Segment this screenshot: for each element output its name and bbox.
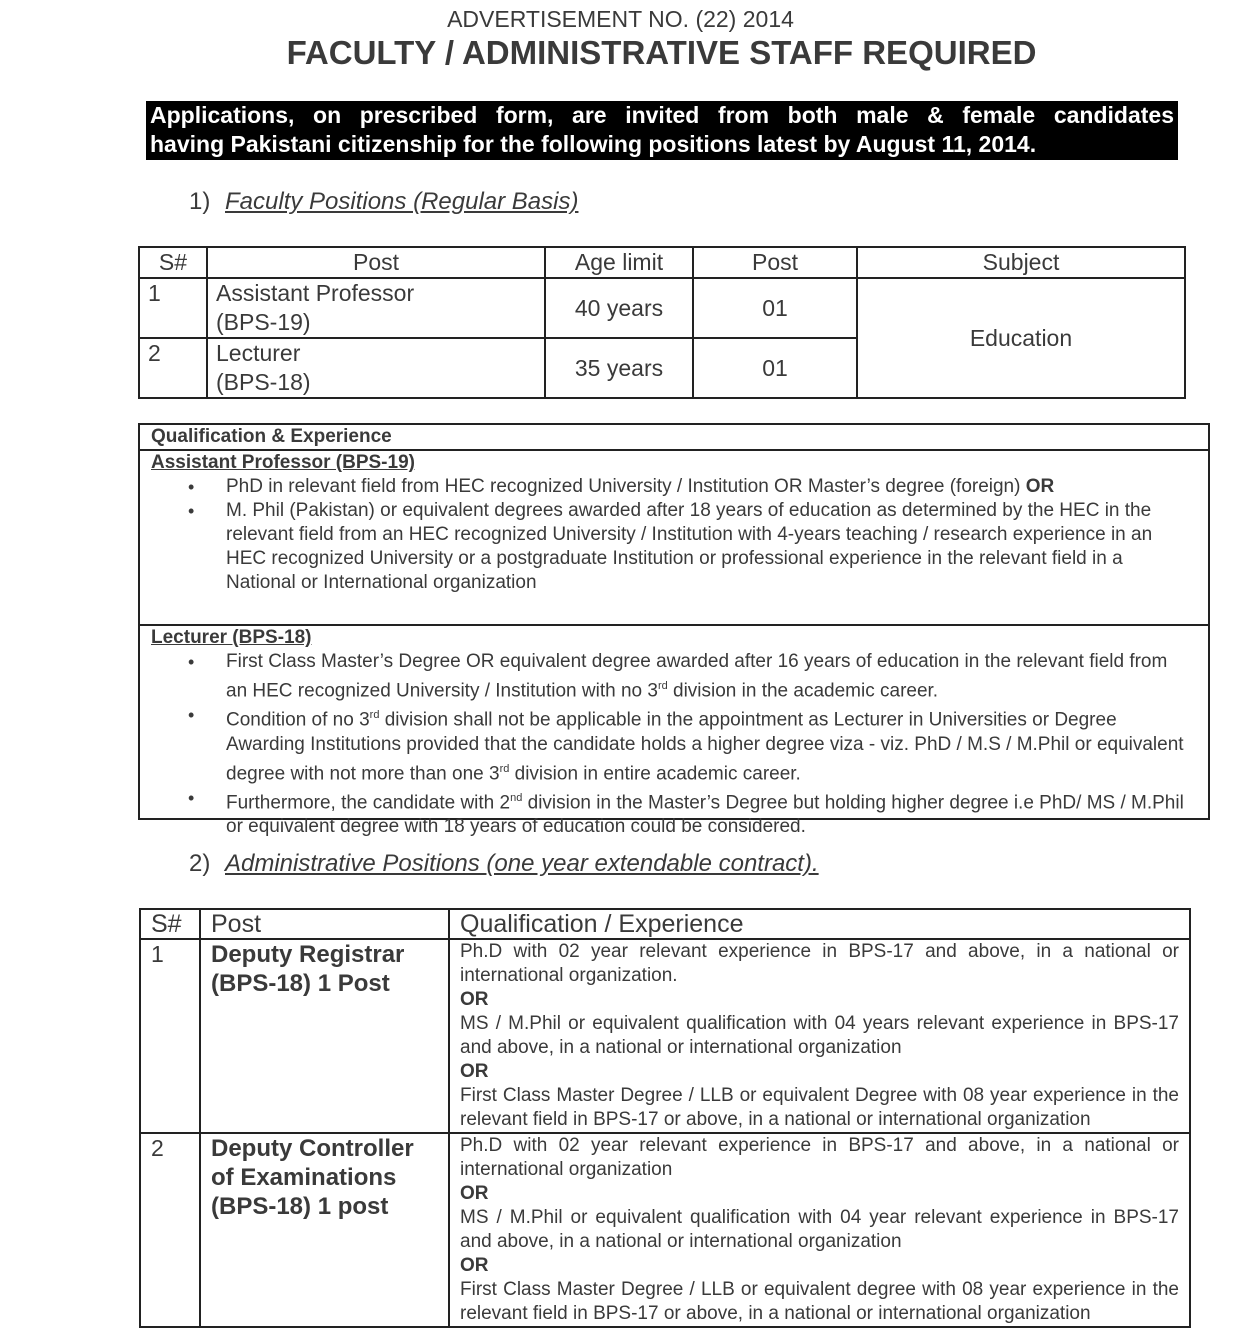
serial-number: 1 bbox=[139, 278, 207, 338]
qualification-cell bbox=[449, 939, 1190, 1133]
post-name: Assistant Professor bbox=[216, 280, 415, 306]
criteria-text: division shall not be applicable in the appointment as Lecturer in Universities or Degree Awarding Institutions provided that the candidate holds a higher degree viza - viz. PhD / M.S / M.Phil or equivalent degree with not more than one 3 bbox=[226, 709, 1184, 784]
post-scale: (BPS-18) bbox=[216, 369, 311, 395]
column-header: S# bbox=[139, 247, 207, 278]
table-row bbox=[139, 278, 1185, 338]
post-count: 01 bbox=[693, 278, 857, 338]
option-text: Ph.D with 02 year relevant experience in BPS-17 and above, in a national or international organization bbox=[460, 1135, 1179, 1180]
post-cell: Deputy Registrar (BPS-18) 1 Post bbox=[200, 939, 449, 1133]
lecturer-title: Lecturer (BPS-18) bbox=[151, 627, 312, 648]
column-header: Post bbox=[200, 909, 449, 939]
section-title: Administrative Positions (one year extendable contract). bbox=[225, 850, 819, 877]
section-number: 1) bbox=[189, 188, 211, 215]
qualification-option bbox=[460, 1134, 1179, 1206]
post-cell bbox=[207, 338, 545, 398]
faculty-section-heading bbox=[189, 188, 578, 216]
qualification-option bbox=[460, 940, 1179, 1012]
age-limit: 40 years bbox=[545, 278, 693, 338]
admin-section-heading bbox=[189, 850, 819, 878]
qualification-cell bbox=[449, 1133, 1190, 1327]
criteria-text: division in the academic career. bbox=[673, 680, 939, 702]
criteria-text: PhD in relevant field from HEC recognized University / Institution OR Master’s degree (foreign) bbox=[226, 476, 1021, 497]
page-title: FACULTY / ADMINISTRATIVE STAFF REQUIRED bbox=[286, 34, 1037, 71]
assistant-professor-criteria bbox=[140, 475, 1208, 595]
qualification-option bbox=[460, 1012, 1179, 1084]
ordinal-suffix: rd bbox=[369, 709, 380, 722]
banner-line-1: Applications, on prescribed form, are invited from both male & female candidates bbox=[150, 102, 1174, 128]
column-header: Post bbox=[693, 247, 857, 278]
list-item bbox=[226, 703, 1208, 786]
table-header-row bbox=[140, 909, 1190, 939]
or-label: OR bbox=[460, 1255, 489, 1276]
ordinal-suffix: rd bbox=[499, 762, 510, 775]
post-scale: (BPS-19) bbox=[216, 309, 311, 335]
criteria-text: First Class Master’s Degree OR equivalent degree awarded after 16 years of education in the relevant field from an HEC recognized University / Institution with no 3 bbox=[226, 651, 1168, 702]
qualification-header: Qualification & Experience bbox=[140, 425, 1208, 451]
assistant-professor-title: Assistant Professor (BPS-19) bbox=[151, 452, 415, 473]
admin-positions-table bbox=[139, 908, 1191, 1328]
lecturer-criteria bbox=[140, 650, 1208, 839]
qualification-option: First Class Master Degree / LLB or equivalent Degree with 08 year experience in the relevant field in BPS-17 or above, in a national or international organization bbox=[460, 1085, 1179, 1130]
subject: Education bbox=[857, 278, 1185, 398]
column-header: Qualification / Experience bbox=[449, 909, 1190, 939]
list-item bbox=[226, 786, 1208, 839]
age-limit: 35 years bbox=[545, 338, 693, 398]
serial-number: 1 bbox=[140, 939, 200, 1133]
banner-line-2: having Pakistani citizenship for the following positions latest by August 11, 2014. bbox=[150, 131, 1037, 157]
list-item: • M. Phil (Pakistan) or equivalent degrees awarded after 18 years of education as determined by the HEC in the relevant field from an HEC recognized University / Institution with 4-years teaching / research experience in an HEC recognized University or a postgraduate Institution or professional experience in the relevant field in a National or International organization bbox=[226, 499, 1208, 595]
qualification-box bbox=[138, 423, 1210, 838]
column-header: Post bbox=[207, 247, 545, 278]
list-item bbox=[226, 475, 1208, 499]
criteria-text: division in entire academic career. bbox=[514, 762, 801, 784]
table-row bbox=[140, 1133, 1190, 1327]
or-label: OR bbox=[460, 989, 489, 1010]
table-header-row bbox=[139, 247, 1185, 278]
column-header: Age limit bbox=[545, 247, 693, 278]
option-text: MS / M.Phil or equivalent qualification with 04 years relevant experience in BPS-17 and above, in a national or international organization bbox=[460, 1013, 1179, 1058]
or-label: OR bbox=[1025, 476, 1055, 497]
qualification-option: First Class Master Degree / LLB or equivalent degree with 08 year experience in the relevant field in BPS-17 or above, in a national or international organization bbox=[460, 1279, 1179, 1324]
ordinal-suffix: rd bbox=[657, 680, 668, 692]
advertisement-number: ADVERTISEMENT NO. (22) 2014 bbox=[447, 6, 794, 32]
lecturer-section bbox=[140, 626, 1208, 839]
column-header: Subject bbox=[857, 247, 1185, 278]
qualification-option bbox=[460, 1206, 1179, 1278]
post-cell bbox=[207, 278, 545, 338]
section-number: 2) bbox=[189, 850, 211, 877]
post-count: 01 bbox=[693, 338, 857, 398]
list-item bbox=[226, 650, 1208, 703]
option-text: Ph.D with 02 year relevant experience in BPS-17 and above, in a national or international organization. bbox=[460, 941, 1179, 986]
or-label: OR bbox=[460, 1061, 489, 1082]
criteria-text: Condition of no 3 bbox=[226, 709, 370, 731]
option-text: MS / M.Phil or equivalent qualification with 04 year relevant experience in BPS-17 and above, in a national or international organization bbox=[460, 1207, 1179, 1252]
criteria-text: Furthermore, the candidate with 2 bbox=[226, 792, 511, 814]
section-title: Faculty Positions (Regular Basis) bbox=[225, 188, 579, 215]
assistant-professor-section bbox=[140, 451, 1208, 595]
announcement-banner bbox=[146, 101, 1178, 160]
serial-number: 2 bbox=[140, 1133, 200, 1327]
table-row bbox=[140, 939, 1190, 1133]
post-cell: Deputy Controller of Examinations (BPS-18) 1 post bbox=[200, 1133, 449, 1327]
or-label: OR bbox=[460, 1183, 489, 1204]
column-header: S# bbox=[140, 909, 200, 939]
ordinal-suffix: nd bbox=[510, 791, 523, 804]
faculty-positions-table bbox=[138, 246, 1186, 399]
serial-number: 2 bbox=[139, 338, 207, 398]
post-name: Lecturer bbox=[216, 340, 301, 366]
criteria-text: division in the Master’s Degree but holding higher degree i.e PhD/ MS / M.Phil or equivalent degree with 18 years of education could be considered. bbox=[226, 792, 1184, 838]
